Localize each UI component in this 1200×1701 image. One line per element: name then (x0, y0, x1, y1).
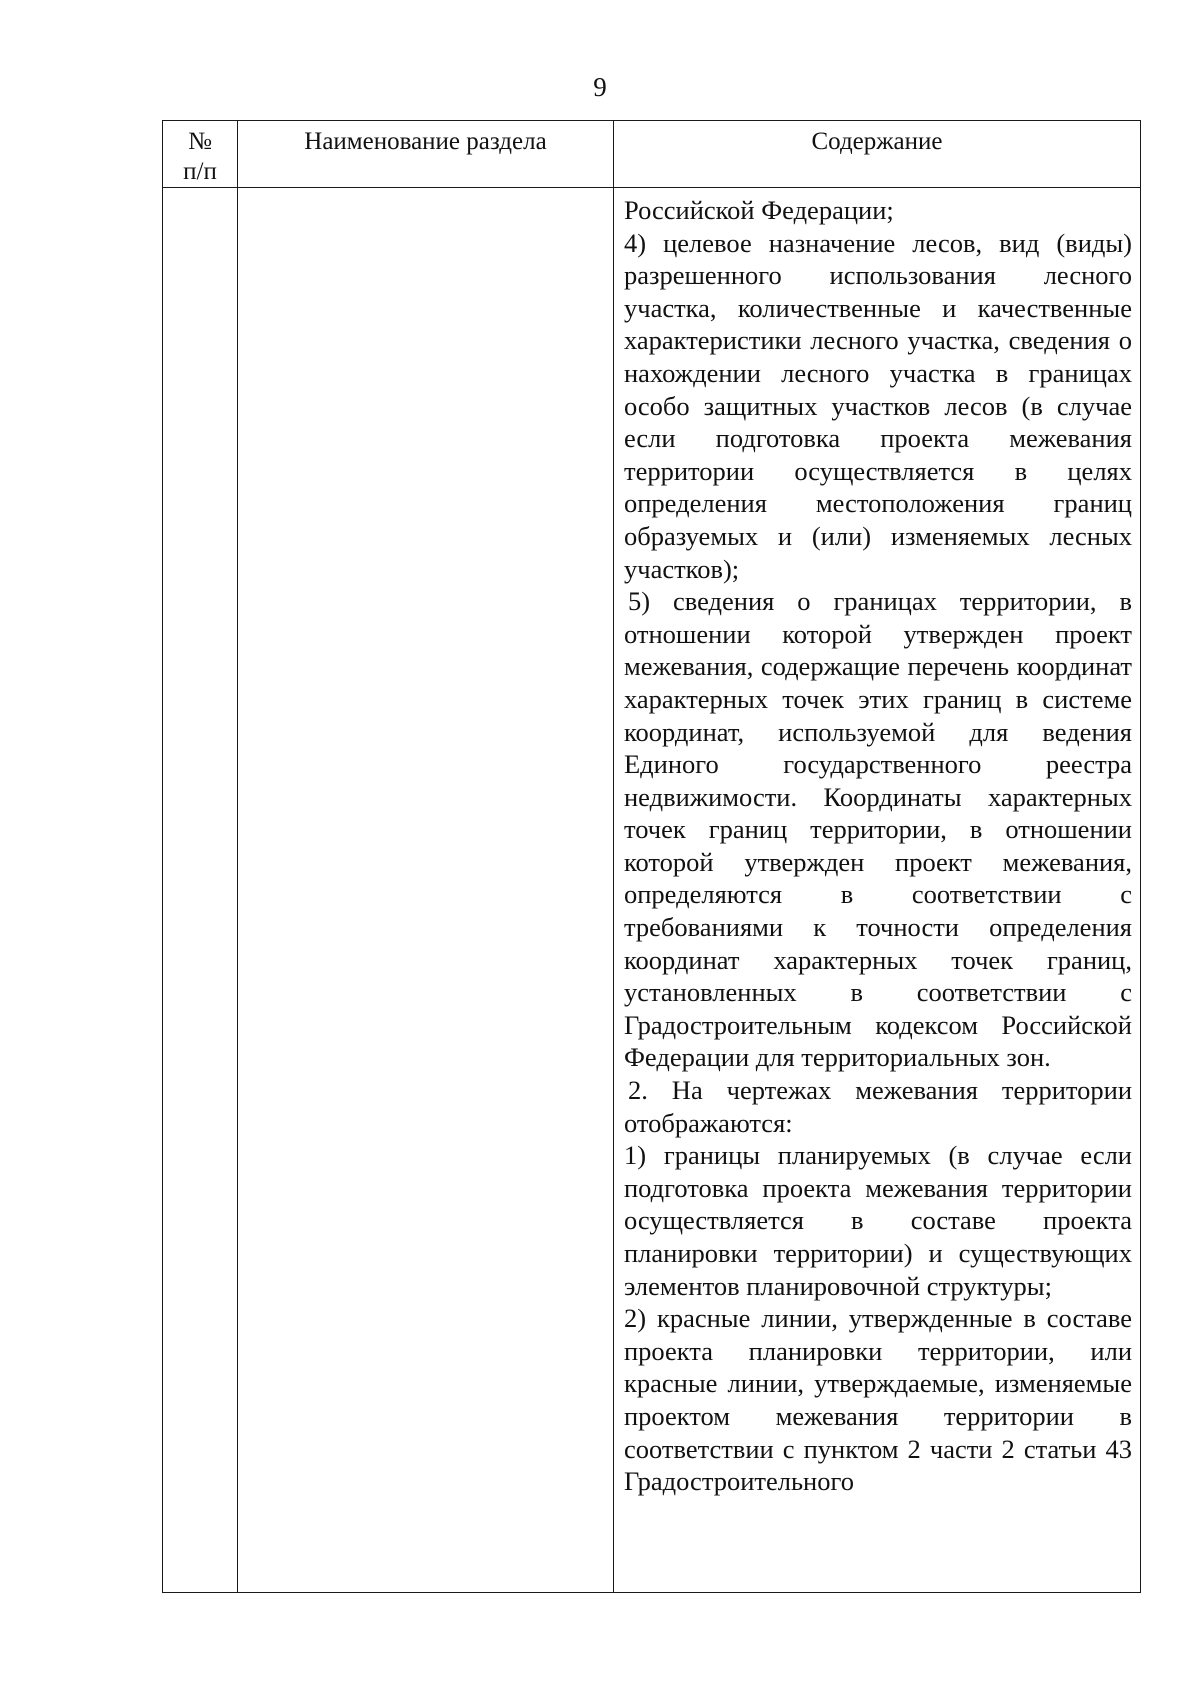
content-paragraph: 2. На чертежах межевания территории отображаются: (624, 1075, 1132, 1138)
content-paragraph: 2) красные линии, утвержденные в составе проекта планировки территории, или красные линии, утверждаемые, изменяемые проектом межевания территории в соответствии с пунктом 2 части 2 статьи 43 Градостроительного (624, 1303, 1132, 1497)
content-paragraph: 1) границы планируемых (в случае если подготовка проекта межевания территории осуществляется в составе проекта планировки территории) и существующих элементов планировочной структуры; (624, 1140, 1132, 1301)
document-table (162, 120, 1141, 1593)
row-name-cell (238, 188, 614, 1593)
table-row (163, 188, 1141, 1593)
table-header-row (163, 121, 1141, 188)
header-number-abbrev: п/п (183, 158, 217, 185)
content-paragraph: Российской Федерации; (624, 195, 894, 225)
content-paragraph: 5) сведения о границах территории, в отношении которой утвержден проект межевания, содержащие перечень координат характерных точек этих границ в системе координат, используемой для ведения Единого государственного реестра недвижимости. Координаты характерных точек границ территории, в отношении которой утвержден проект межевания, определяются в соответствии с требованиями к точности определения координат характерных точек границ, установленных в соответствии с Градостроительным кодексом Российской Федерации для территориальных зон. (624, 586, 1132, 1073)
header-number-symbol: № (188, 128, 212, 155)
header-content: Содержание (614, 121, 1141, 188)
header-number (163, 121, 238, 188)
header-section-name: Наименование раздела (238, 121, 614, 188)
row-number-cell (163, 188, 238, 1593)
row-content-cell (614, 188, 1141, 1593)
page-number: 9 (593, 72, 607, 102)
content-paragraph: 4) целевое назначение лесов, вид (виды) разрешенного использования лесного участка, количественные и качественные характеристики лесного участка, сведения о нахождении лесного участка в границах особо защитных участков лесов (в случае если подготовка проекта межевания территории осуществляется в целях определения местоположения границ образуемых и (или) изменяемых лесных участков); (624, 227, 1132, 584)
